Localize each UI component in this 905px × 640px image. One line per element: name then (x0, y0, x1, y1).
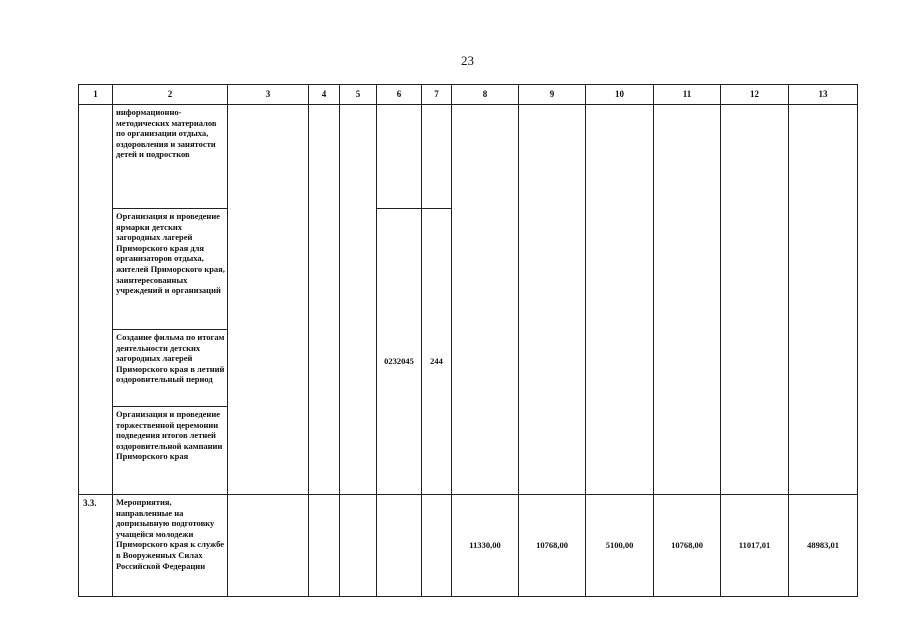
table-cell (789, 105, 858, 495)
table-cell (309, 495, 340, 597)
table-row (79, 105, 858, 209)
row-number: 3.3. (79, 495, 113, 597)
header-row (79, 85, 858, 105)
table-cell (586, 105, 654, 495)
amount-cell: 10768,00 (519, 495, 586, 597)
amount-cell: 48983,01 (789, 495, 858, 597)
table-cell (228, 495, 309, 597)
header-cell: 9 (519, 85, 586, 105)
activity-description: Организация и проведение ярмарки детских загородных лагерей Приморского края для организаторов отдыха, жителей Приморского края, заинтересованных учреждений и организаций (113, 209, 228, 330)
table-cell (422, 495, 452, 597)
activity-description: Организация и проведение торжественной церемонии подведения итогов летней оздоровительной кампании Приморского края (113, 407, 228, 495)
activity-description: Создание фильма по итогам деятельности детских загородных лагерей Приморского края в летний оздоровительный период (113, 330, 228, 407)
table-cell (452, 105, 519, 495)
table-cell (340, 105, 377, 495)
table-cell (721, 105, 789, 495)
budget-code: 0232045 (377, 209, 422, 495)
table-cell (654, 105, 721, 495)
amount-cell: 10768,00 (654, 495, 721, 597)
header-cell: 2 (113, 85, 228, 105)
header-cell: 1 (79, 85, 113, 105)
amount-cell: 11330,00 (452, 495, 519, 597)
header-cell: 10 (586, 85, 654, 105)
table-cell (377, 495, 422, 597)
header-cell: 13 (789, 85, 858, 105)
table-row (79, 495, 858, 597)
table-cell (377, 105, 422, 209)
program-table (78, 84, 858, 597)
table-cell (228, 105, 309, 495)
header-cell: 3 (228, 85, 309, 105)
header-cell: 7 (422, 85, 452, 105)
table-cell (340, 495, 377, 597)
table-cell (422, 105, 452, 209)
amount-cell: 11017,01 (721, 495, 789, 597)
activity-description: Мероприятия, направленные на допризывную подготовку учащейся молодежи Приморского края к службе в Вооруженных Силах Российской Федерации (113, 495, 228, 597)
expense-type-code: 244 (422, 209, 452, 495)
header-cell: 12 (721, 85, 789, 105)
header-cell: 11 (654, 85, 721, 105)
header-cell: 6 (377, 85, 422, 105)
amount-cell: 5100,00 (586, 495, 654, 597)
header-cell: 4 (309, 85, 340, 105)
table-cell (79, 105, 113, 495)
table-cell (309, 105, 340, 495)
activity-description: информационно-методических материалов по организации отдыха, оздоровления и занятости детей и подростков (113, 105, 228, 209)
table-cell (519, 105, 586, 495)
header-cell: 5 (340, 85, 377, 105)
page-number: 23 (461, 53, 474, 68)
header-cell: 8 (452, 85, 519, 105)
